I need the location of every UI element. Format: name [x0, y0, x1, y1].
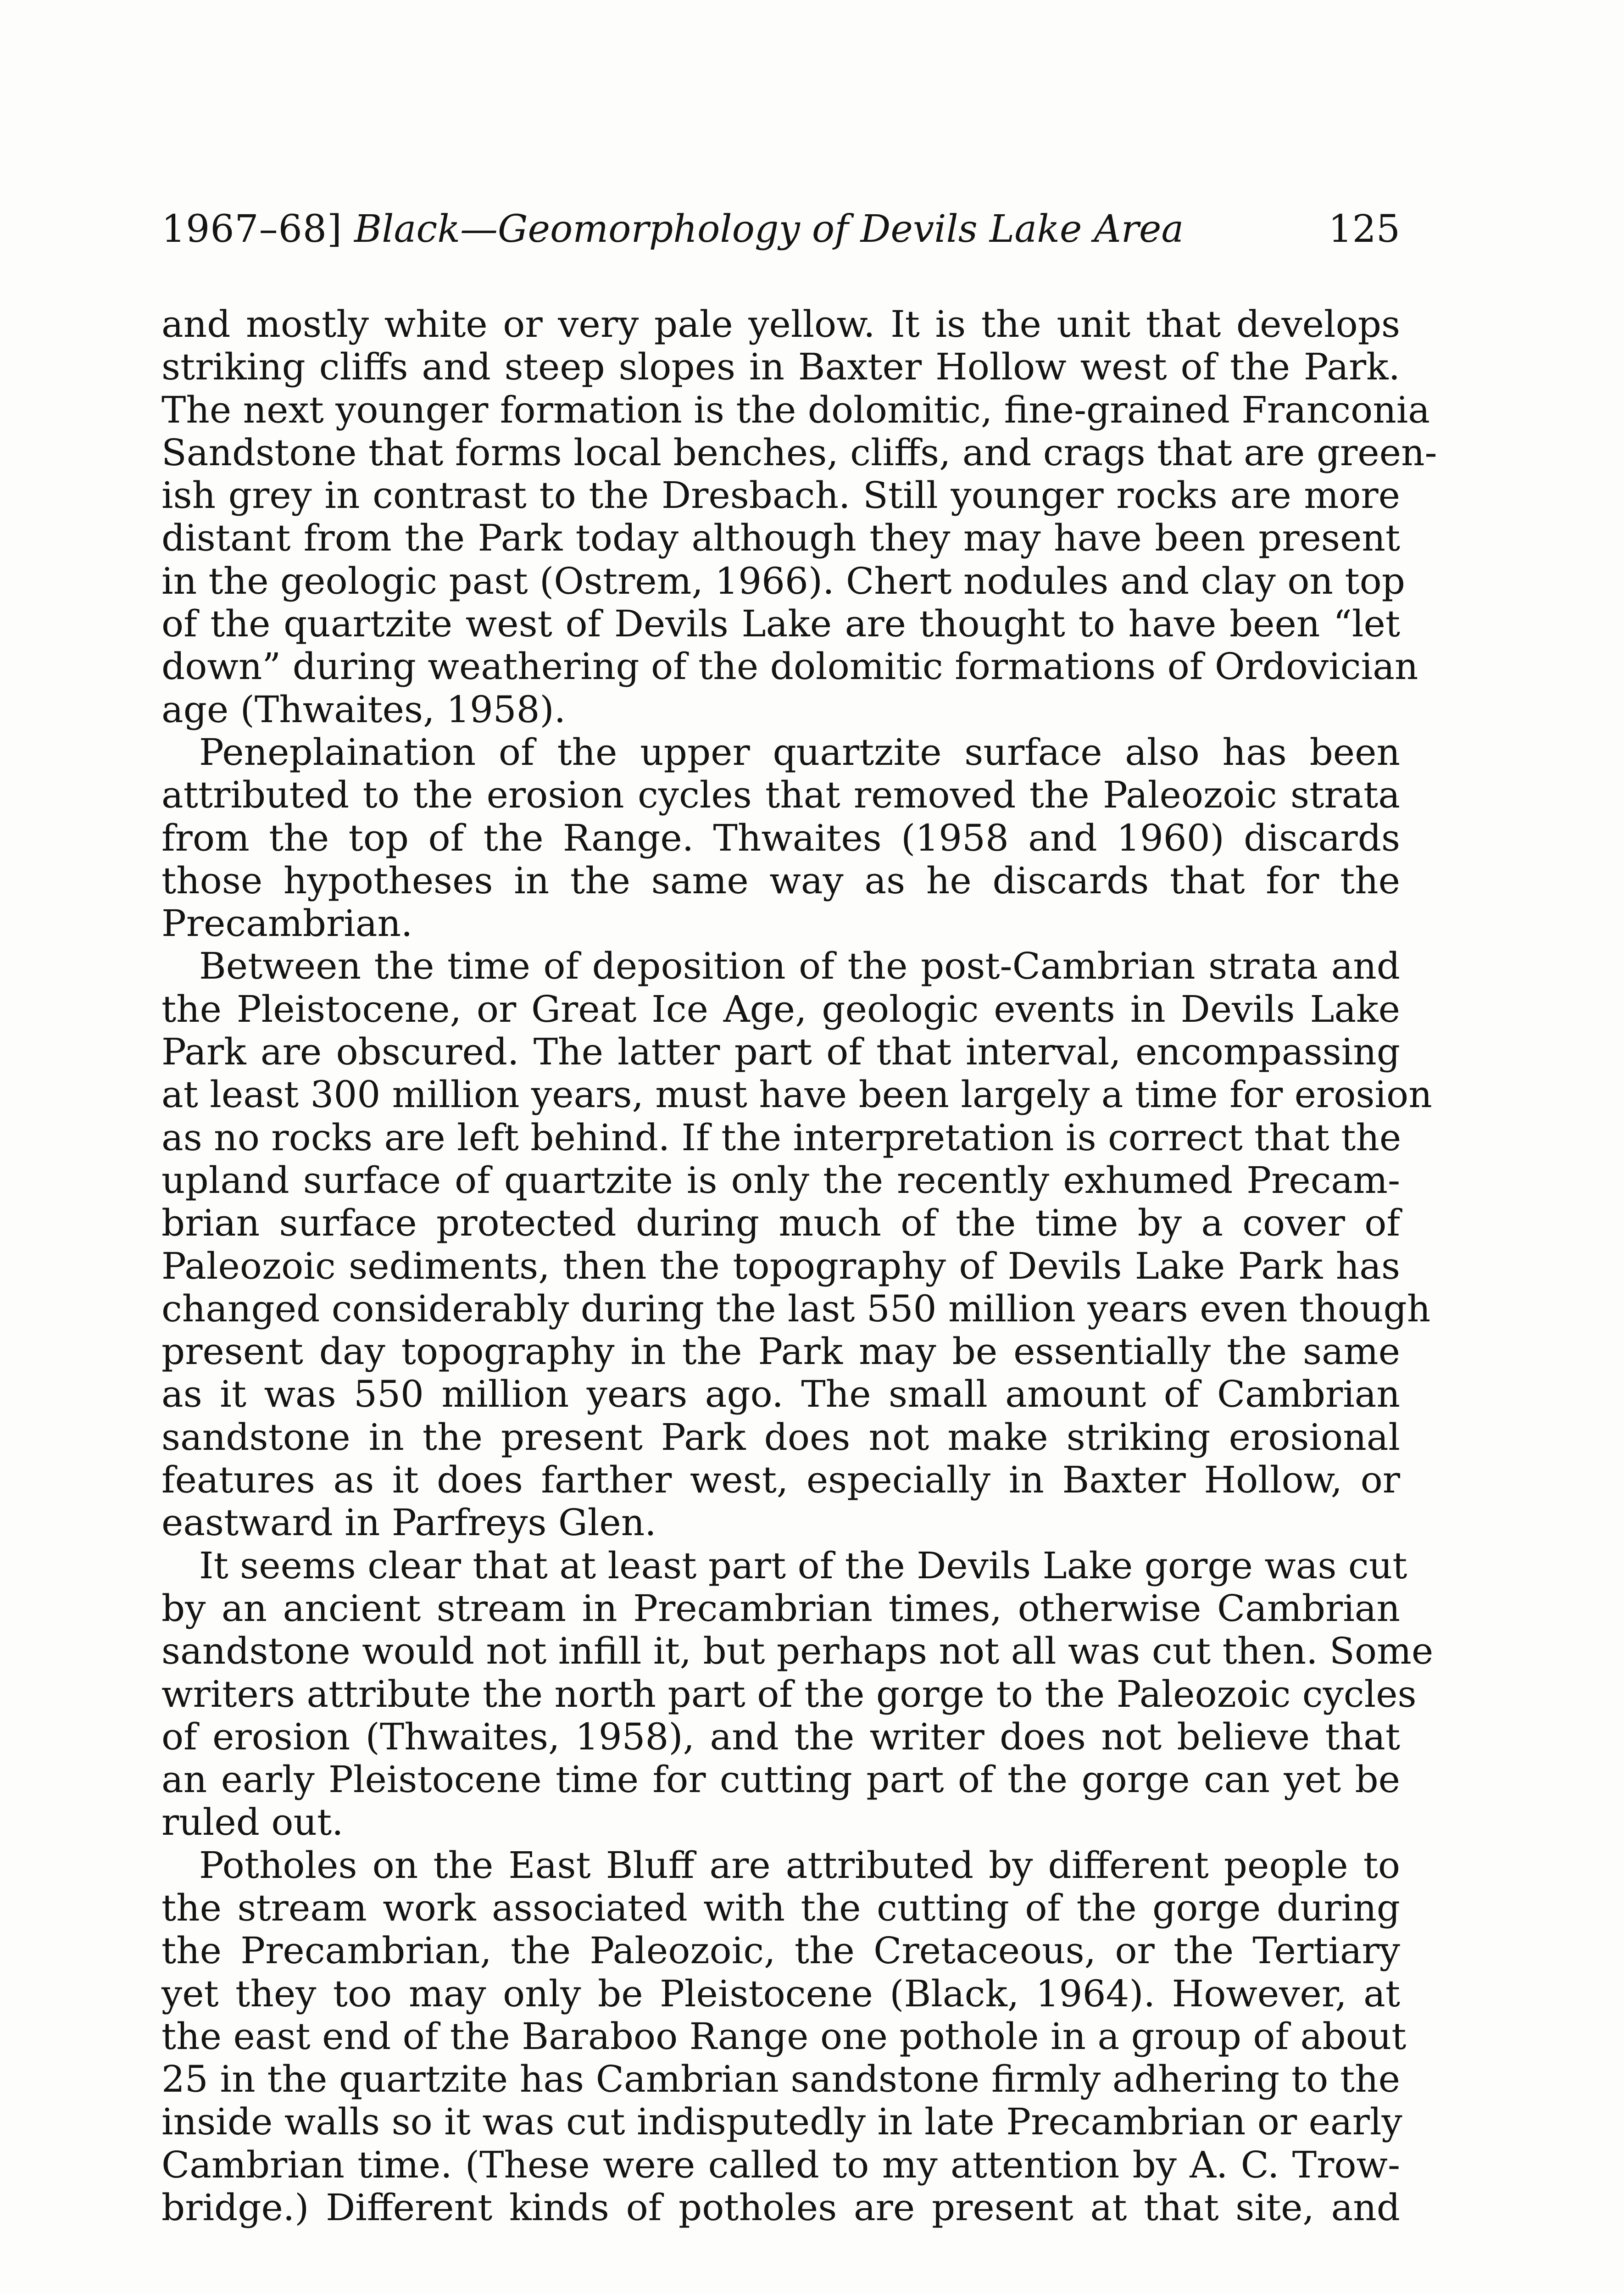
- running-title: Black—Geomorphology of Devils Lake Area: [354, 207, 1184, 251]
- text-line: from the top of the Range. Thwaites (1958 and 1960) discards: [161, 816, 1400, 859]
- text-line: down” during weathering of the dolomitic formations of Ordovician: [161, 645, 1418, 688]
- text-line: striking cliffs and steep slopes in Baxter Hollow west of the Park.: [161, 345, 1400, 389]
- text-line: attributed to the erosion cycles that removed the Paleozoic strata: [161, 774, 1400, 817]
- text-line: those hypotheses in the same way as he discards that for the: [161, 859, 1400, 902]
- text-line: Cambrian time. (These were called to my attention by A. C. Trow-: [161, 2143, 1400, 2186]
- text-line: features as it does farther west, especially in Baxter Hollow, or: [161, 1459, 1400, 1502]
- text-line: yet they too may only be Pleistocene (Black, 1964). However, at: [161, 1972, 1400, 2015]
- text-line: upland surface of quartzite is only the recently exhumed Precam-: [161, 1158, 1400, 1202]
- text-line: in the geologic past (Ostrem, 1966). Chert nodules and clay on top: [161, 559, 1405, 602]
- text-line: distant from the Park today although they may have been present: [161, 517, 1400, 560]
- text-line: ish grey in contrast to the Dresbach. Still younger rocks are more: [161, 474, 1400, 517]
- text-line: present day topography in the Park may be essentially the same: [161, 1330, 1400, 1373]
- text-line: eastward in Parfreys Glen.: [161, 1501, 656, 1544]
- text-line: the stream work associated with the cutting of the gorge during: [161, 1886, 1400, 1929]
- text-line: writers attribute the north part of the gorge to the Paleozoic cycles: [161, 1672, 1417, 1715]
- text-line: by an ancient stream in Precambrian times, otherwise Cambrian: [161, 1587, 1400, 1630]
- text-line: and mostly white or very pale yellow. It is the unit that develops: [161, 303, 1400, 345]
- text-line: the east end of the Baraboo Range one pothole in a group of about: [161, 2015, 1407, 2058]
- text-line: sandstone in the present Park does not make striking erosional: [161, 1415, 1400, 1459]
- text-line: the Pleistocene, or Great Ice Age, geologic events in Devils Lake: [161, 987, 1400, 1030]
- text-line: Between the time of deposition of the post-Cambrian strata and: [199, 945, 1400, 988]
- text-line: ruled out.: [161, 1801, 344, 1844]
- text-line: as it was 550 million years ago. The small amount of Cambrian: [161, 1373, 1400, 1416]
- text-line: Precambrian.: [161, 902, 413, 945]
- text-line: as no rocks are left behind. If the interpretation is correct that the: [161, 1116, 1402, 1159]
- paragraph: [161, 945, 1432, 1544]
- text-line: at least 300 million years, must have been largely a time for erosion: [161, 1073, 1432, 1116]
- text-line: of erosion (Thwaites, 1958), and the writer does not believe that: [161, 1715, 1400, 1758]
- text-line: sandstone would not infill it, but perhaps not all was cut then. Some: [161, 1630, 1434, 1673]
- text-line: age (Thwaites, 1958).: [161, 688, 566, 731]
- volume-years: 1967–68]: [161, 207, 343, 251]
- text-line: Sandstone that forms local benches, cliffs, and crags that are green-: [161, 431, 1437, 474]
- paragraph: [161, 1544, 1434, 1844]
- text-line: brian surface protected during much of the time by a cover of: [161, 1202, 1400, 1245]
- text-line: Paleozoic sediments, then the topography of Devils Lake Park has: [161, 1244, 1400, 1287]
- text-line: Potholes on the East Bluff are attributed by different people to: [199, 1843, 1400, 1887]
- paragraph: [161, 731, 1400, 945]
- text-line: Peneplaination of the upper quartzite surface also has been: [199, 730, 1400, 774]
- body-text: [161, 303, 1437, 2229]
- text-line: 25 in the quartzite has Cambrian sandstone firmly adhering to the: [161, 2058, 1400, 2101]
- text-line: the Precambrian, the Paleozoic, the Cretaceous, or the Tertiary: [161, 1929, 1400, 1972]
- text-line: bridge.) Different kinds of potholes are present at that site, and: [161, 2186, 1400, 2229]
- text-line: of the quartzite west of Devils Lake are thought to have been “let: [161, 602, 1400, 646]
- text-line: It seems clear that at least part of the Devils Lake gorge was cut: [199, 1544, 1407, 1587]
- text-line: an early Pleistocene time for cutting part of the gorge can yet be: [161, 1758, 1400, 1801]
- page-number: 125: [1328, 207, 1400, 251]
- text-line: The next younger formation is the dolomitic, fine-grained Franconia: [161, 388, 1430, 431]
- paragraph: [161, 1843, 1407, 2229]
- text-line: Park are obscured. The latter part of that interval, encompassing: [161, 1030, 1400, 1074]
- text-line: inside walls so it was cut indisputedly in late Precambrian or early: [161, 2100, 1402, 2144]
- paragraph: [161, 303, 1437, 731]
- text-line: changed considerably during the last 550 million years even though: [161, 1287, 1431, 1330]
- running-head: [161, 207, 1400, 258]
